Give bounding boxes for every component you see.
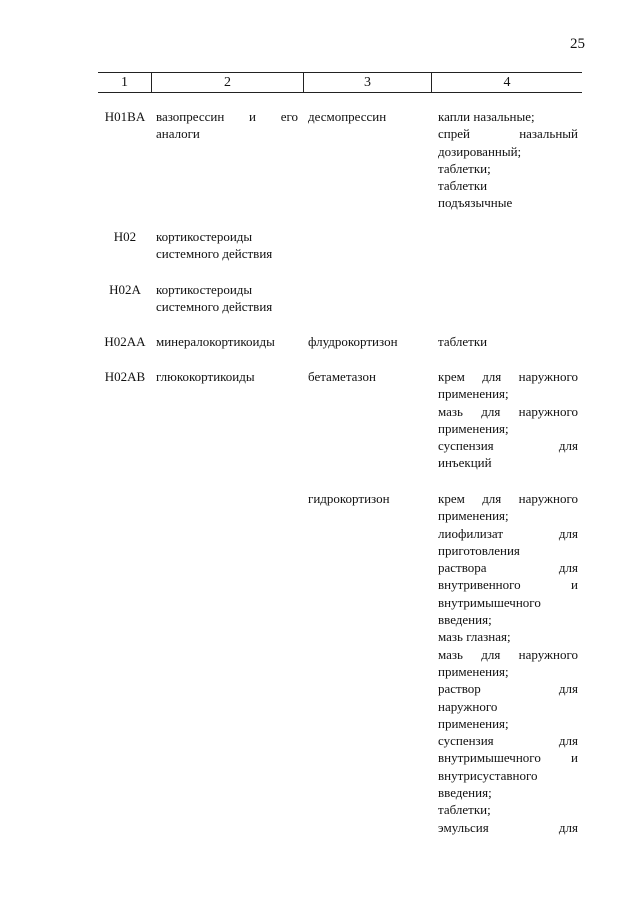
page-number: 25 [570,36,585,52]
form-word: для [558,733,578,749]
dosage-forms [438,490,578,836]
form-line: применения; [438,508,509,524]
atc-code: H02 [113,229,137,244]
form-word: суспензия [438,733,494,749]
form-line: введения; [438,785,492,801]
form-line: таблетки; [438,802,491,818]
header-col-4: 4 [503,75,511,90]
form-word: для [481,646,501,662]
form-word: эмульсия [438,819,489,835]
form-line: мазь глазная; [438,629,511,645]
form-word: мазь [438,646,463,662]
form-word: и [571,577,578,593]
form-word: мазь [438,403,463,419]
group-word: и [249,109,256,124]
form-word: и [571,750,578,766]
form-word: раствор [438,681,481,697]
form-line: введения; [438,612,492,628]
form-line: инъекций [438,455,492,471]
form-word: для [558,438,578,454]
form-word: для [558,525,578,541]
group-line: системного действия [156,246,273,262]
header-col-2: 2 [152,73,304,92]
form-line: применения; [438,663,509,679]
form-word: лиофилизат [438,525,504,541]
form-word: для [558,560,578,576]
form-word: крем [438,491,465,506]
group-name: глюкокортикоиды [156,369,255,384]
form-word: для [482,369,502,384]
group-line: системного действия [156,299,273,315]
form-line: применения; [438,715,509,731]
form-word: суспензия [438,438,494,454]
table-header [98,72,582,93]
form-word: назальный [519,126,578,142]
header-col-1: 1 [98,73,152,92]
form-word: наружного [518,369,578,384]
group-name [156,228,298,263]
form-word: наружного [518,491,578,506]
form-word: внутримышечного [438,750,541,766]
group-line: кортикостероиды [156,282,253,297]
header-col-3: 3 [304,73,432,92]
group-name [156,281,298,316]
group-line: кортикостероиды [156,229,253,244]
form-line: внутрисуставного [438,767,538,783]
dosage-forms: таблетки [438,334,488,349]
group-name: минералокортикоиды [156,334,275,349]
form-word: для [482,491,502,506]
atc-code: H01BA [104,109,146,124]
form-line: капли назальные; [438,109,535,124]
form-line: подъязычные [438,195,513,211]
form-word: крем [438,369,465,384]
dosage-forms [438,368,578,472]
atc-code: H02AB [104,369,146,384]
drug-name: флудрокортизон [308,334,398,349]
form-line: таблетки [438,178,488,194]
drug-name: бетаметазон [308,369,376,384]
form-word: наружного [518,403,578,419]
atc-code: H02AA [104,334,146,349]
form-word: для [558,681,578,697]
form-line: применения; [438,420,509,436]
form-line: внутримышечного [438,594,541,610]
form-word: наружного [518,646,578,662]
group-word: вазопрессин [156,109,225,124]
form-line: наружного [438,698,498,714]
drug-name: гидрокортизон [308,491,390,506]
group-word: его [280,109,298,124]
form-word: раствора [438,560,487,576]
form-line: применения; [438,386,509,402]
drug-name: десмопрессин [308,109,387,124]
group-name [156,108,298,143]
form-line: дозированный; [438,143,522,159]
dosage-forms [438,108,578,212]
group-line: аналоги [156,126,200,142]
form-word: спрей [438,126,470,142]
form-line: таблетки; [438,160,491,176]
form-word: внутривенного [438,577,521,593]
form-line: приготовления [438,542,520,558]
form-word: для [558,819,578,835]
atc-code: H02A [109,282,141,297]
form-word: для [481,403,501,419]
